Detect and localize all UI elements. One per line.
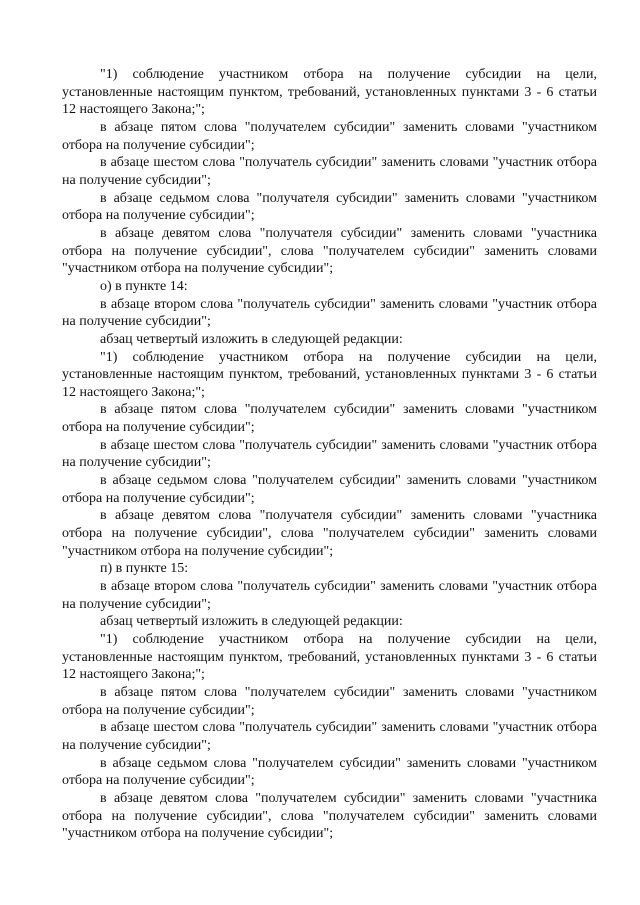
- paragraph-amend-ninth: в абзаце девятом слова "получателя субсидии" заменить словами "участника отбора на получение субсидии", слова "получателем субсидии" заменить словами "участником отбора на получение субсидии";: [62, 225, 597, 277]
- paragraph-amend-seventh: в абзаце седьмом слова "получателем субсидии" заменить словами "участником отбора на получение субсидии";: [62, 755, 597, 789]
- section-heading-o: о) в пункте 14:: [100, 278, 188, 294]
- paragraph-amend-seventh: в абзаце седьмом слова "получателем субсидии" заменить словами "участником отбора на получение субсидии";: [62, 473, 597, 506]
- paragraph-amend-second: в абзаце втором слова "получатель субсидии" заменить словами "участник отбора на получение субсидии";: [62, 296, 597, 330]
- paragraph-amend-ninth: в абзаце девятом слова "получателем субсидии" заменить словами "участника отбора на получение субсидии", слова "получателем субсидии" заменить словами "участником отбора на получение субсидии";: [62, 790, 597, 842]
- paragraph-fourth-new-text: абзац четвертый изложить в следующей редакции:: [100, 331, 403, 347]
- paragraph-quote-item-1: "1) соблюдение участником отбора на получение субсидии на цели, установленные настоящим пунктом, требований, установленных пунктами 3 - 6 статьи 12 настоящего Закона;";: [62, 349, 597, 400]
- paragraph-amend-sixth: в абзаце шестом слова "получатель субсидии" заменить словами "участник отбора на получение субсидии";: [62, 720, 597, 753]
- paragraph-amend-seventh: в абзаце седьмом слова "получателя субсидии" заменить словами "участником отбора на получение субсидии";: [62, 190, 597, 224]
- document-page: [62, 66, 597, 843]
- paragraph-amend-ninth: в абзаце девятом слова "получателя субсидии" заменить словами "участника отбора на получение субсидии", слова "получателем субсидии" заменить словами "участником отбора на получение субсидии";: [62, 508, 597, 559]
- section-heading-p: п) в пункте 15:: [100, 561, 189, 577]
- paragraph-amend-sixth: в абзаце шестом слова "получатель субсидии" заменить словами "участник отбора на получение субсидии";: [62, 155, 597, 188]
- paragraph-amend-fifth: в абзаце пятом слова "получателем субсидии" заменить словами "участником отбора на получение субсидии";: [62, 684, 597, 718]
- paragraph-amend-second: в абзаце втором слова "получатель субсидии" заменить словами "участник отбора на получение субсидии";: [62, 579, 597, 612]
- paragraph-fourth-new-text: абзац четвертый изложить в следующей редакции:: [100, 614, 403, 630]
- paragraph-quote-item-1: "1) соблюдение участником отбора на получение субсидии на цели, установленные настоящим пунктом, требований, установленных пунктами 3 - 6 статьи 12 настоящего Закона;";: [62, 67, 597, 118]
- paragraph-amend-sixth: в абзаце шестом слова "получатель субсидии" заменить словами "участник отбора на получение субсидии";: [62, 437, 597, 471]
- paragraph-quote-item-1: "1) соблюдение участником отбора на получение субсидии на цели, установленные настоящим пунктом, требований, установленных пунктами 3 - 6 статьи 12 настоящего Закона;";: [62, 632, 597, 683]
- paragraph-amend-fifth: в абзаце пятом слова "получателем субсидии" заменить словами "участником отбора на получение субсидии";: [62, 402, 597, 436]
- paragraph-amend-fifth: в абзаце пятом слова "получателем субсидии" заменить словами "участником отбора на получение субсидии";: [62, 119, 597, 153]
